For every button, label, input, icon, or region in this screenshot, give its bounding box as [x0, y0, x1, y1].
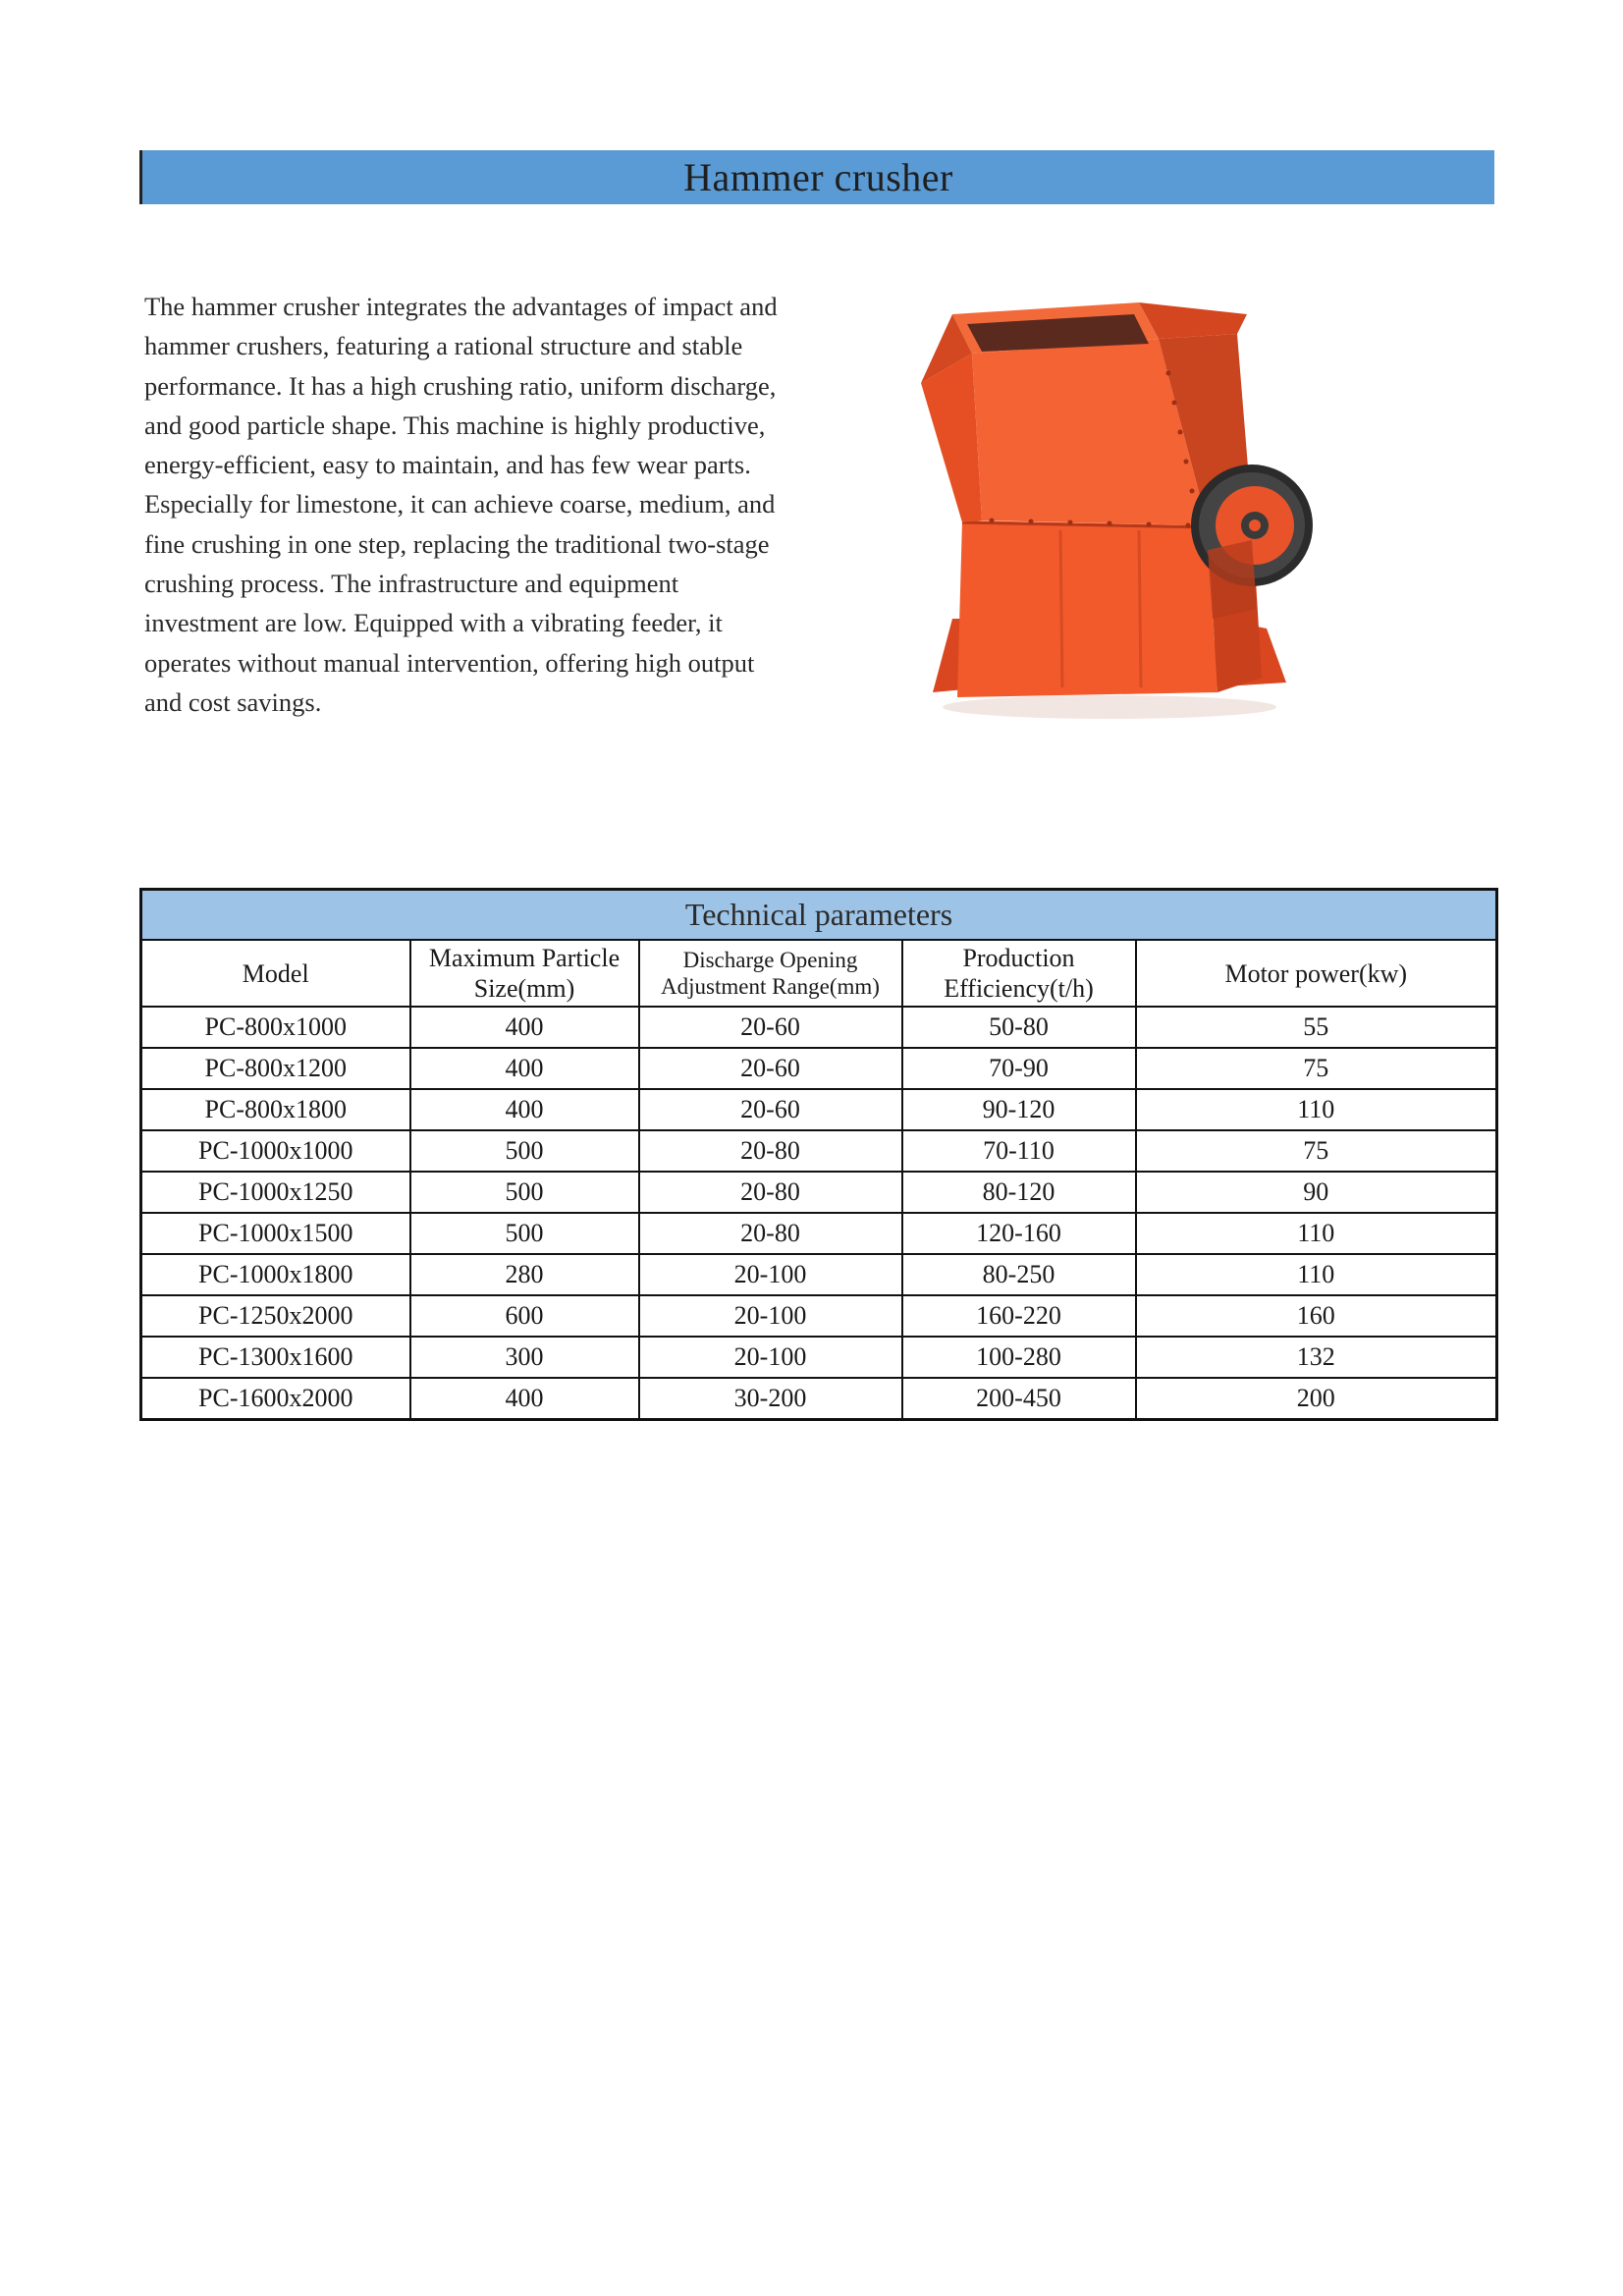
cell-production-efficiency: 200-450: [902, 1378, 1136, 1420]
cell-motor-power: 110: [1136, 1213, 1497, 1254]
technical-parameters-table: [139, 888, 1498, 1421]
table-caption: Technical parameters: [141, 890, 1497, 941]
cell-model: PC-800x1800: [141, 1089, 410, 1130]
cell-motor-power: 160: [1136, 1295, 1497, 1337]
cell-max-particle-size: 500: [410, 1172, 639, 1213]
title-bar: [139, 150, 1494, 204]
header-discharge-opening: Discharge Opening Adjustment Range(mm): [639, 940, 902, 1007]
table-row: [141, 1254, 1497, 1295]
cell-model: PC-1600x2000: [141, 1378, 410, 1420]
cell-max-particle-size: 400: [410, 1007, 639, 1048]
cell-model: PC-1000x1500: [141, 1213, 410, 1254]
cell-motor-power: 55: [1136, 1007, 1497, 1048]
table-row: [141, 1007, 1497, 1048]
hammer-crusher-image: [913, 295, 1325, 727]
table-row: [141, 1130, 1497, 1172]
cell-motor-power: 90: [1136, 1172, 1497, 1213]
table-row: [141, 1089, 1497, 1130]
cell-production-efficiency: 160-220: [902, 1295, 1136, 1337]
cell-max-particle-size: 500: [410, 1213, 639, 1254]
cell-discharge-opening: 20-100: [639, 1295, 902, 1337]
cell-motor-power: 75: [1136, 1048, 1497, 1089]
cell-model: PC-1300x1600: [141, 1337, 410, 1378]
cell-discharge-opening: 20-60: [639, 1048, 902, 1089]
cell-discharge-opening: 20-80: [639, 1130, 902, 1172]
cell-production-efficiency: 80-250: [902, 1254, 1136, 1295]
cell-model: PC-1000x1000: [141, 1130, 410, 1172]
header-max-particle-size: Maximum Particle Size(mm): [410, 940, 639, 1007]
table-header-row: [141, 940, 1497, 1007]
cell-production-efficiency: 80-120: [902, 1172, 1136, 1213]
table-row: [141, 1048, 1497, 1089]
cell-model: PC-1000x1800: [141, 1254, 410, 1295]
cell-production-efficiency: 120-160: [902, 1213, 1136, 1254]
cell-max-particle-size: 400: [410, 1048, 639, 1089]
cell-motor-power: 200: [1136, 1378, 1497, 1420]
header-production-efficiency: Production Efficiency(t/h): [902, 940, 1136, 1007]
cell-model: PC-1250x2000: [141, 1295, 410, 1337]
table-row: [141, 1378, 1497, 1420]
table-row: [141, 1295, 1497, 1337]
cell-max-particle-size: 300: [410, 1337, 639, 1378]
cell-motor-power: 75: [1136, 1130, 1497, 1172]
cell-production-efficiency: 90-120: [902, 1089, 1136, 1130]
cell-discharge-opening: 20-100: [639, 1337, 902, 1378]
cell-discharge-opening: 20-60: [639, 1007, 902, 1048]
cell-max-particle-size: 600: [410, 1295, 639, 1337]
cell-motor-power: 110: [1136, 1254, 1497, 1295]
header-model: Model: [141, 940, 410, 1007]
cell-max-particle-size: 280: [410, 1254, 639, 1295]
cell-production-efficiency: 70-90: [902, 1048, 1136, 1089]
table-row: [141, 1172, 1497, 1213]
cell-discharge-opening: 20-80: [639, 1213, 902, 1254]
cell-discharge-opening: 20-80: [639, 1172, 902, 1213]
cell-model: PC-800x1200: [141, 1048, 410, 1089]
cell-max-particle-size: 400: [410, 1089, 639, 1130]
cell-max-particle-size: 400: [410, 1378, 639, 1420]
cell-motor-power: 110: [1136, 1089, 1497, 1130]
cell-max-particle-size: 500: [410, 1130, 639, 1172]
page-title: Hammer crusher: [683, 155, 953, 199]
cell-production-efficiency: 70-110: [902, 1130, 1136, 1172]
cell-production-efficiency: 100-280: [902, 1337, 1136, 1378]
cell-model: PC-800x1000: [141, 1007, 410, 1048]
cell-motor-power: 132: [1136, 1337, 1497, 1378]
cell-production-efficiency: 50-80: [902, 1007, 1136, 1048]
cell-discharge-opening: 20-100: [639, 1254, 902, 1295]
header-motor-power: Motor power(kw): [1136, 940, 1497, 1007]
table-row: [141, 1337, 1497, 1378]
product-description: The hammer crusher integrates the advantages of impact and hammer crushers, featuring a rational structure and stable performance. It has a high crushing ratio, uniform discharge, and good particle shape. This machine is highly productive, energy-efficient, easy to maintain, and has few wear parts. Especially for limestone, it can achieve coarse, medium, and fine crushing in one step, replacing the traditional two-stage crushing process. The infrastructure and equipment investment are low. Equipped with a vibrating feeder, it operates without manual intervention, offering high output and cost savings.: [144, 292, 778, 717]
cell-discharge-opening: 20-60: [639, 1089, 902, 1130]
cell-model: PC-1000x1250: [141, 1172, 410, 1213]
cell-discharge-opening: 30-200: [639, 1378, 902, 1420]
table-row: [141, 1213, 1497, 1254]
